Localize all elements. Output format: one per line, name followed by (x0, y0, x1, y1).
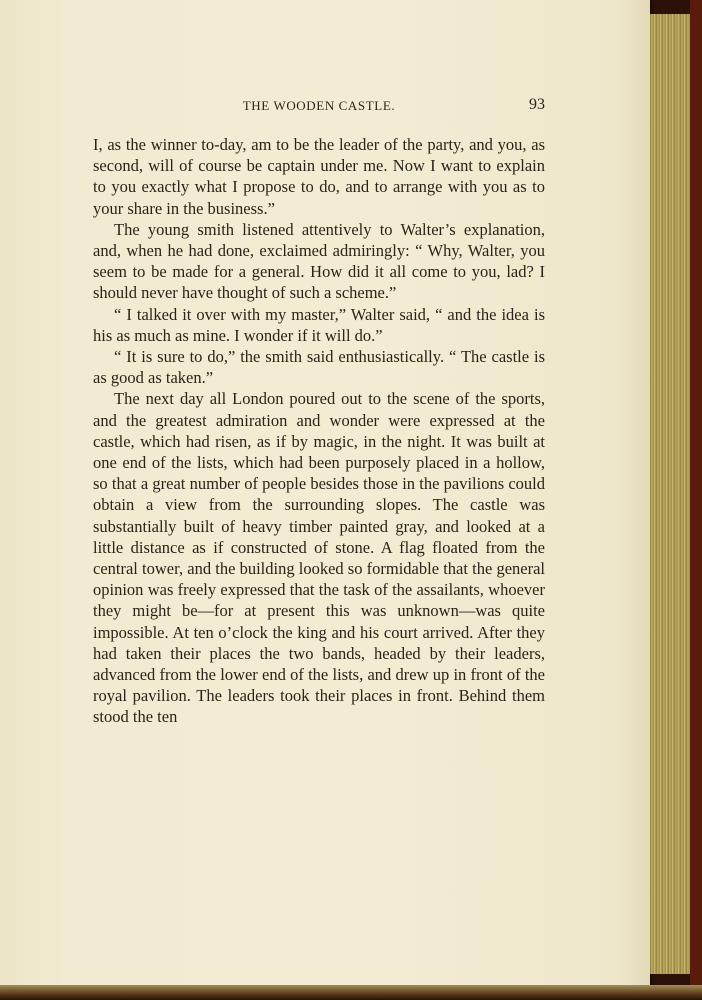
paragraph: “ I talked it over with my master,” Walter said, “ and the idea is his as much as mine. I wonder if it will do.” (93, 304, 545, 345)
book-cover-edge (690, 0, 702, 1000)
page-edges (650, 14, 690, 974)
paragraph: The young smith listened attentively to Walter’s explanation, and, when he had done, exclaimed admiringly: “ Why, Walter, you seem to be made for a general. How did it all come to you, lad? I should never have thought of such a scheme.” (93, 219, 545, 303)
page-bottom-shadow (0, 985, 702, 1000)
page-header (93, 98, 545, 120)
paragraph: “ It is sure to do,” the smith said enthusiastically. “ The castle is as good as taken.” (93, 347, 545, 388)
running-head: THE WOODEN CASTLE. (242, 98, 396, 113)
page-number: 93 (529, 96, 545, 113)
paragraph: The next day all London poured out to the scene of the sports, and the greatest admiration and wonder were expressed at the castle, which had risen, as if by magic, in the night. It was built at one end of the lists, which had been purposely placed in a hollow, so that a great number of people besides those in the pavilions could obtain a view from the surrounding slopes. The castle was substantially built of heavy timber painted gray, and looked at a little distance as if constructed of stone. A flag floated from the central tower, and the building looked so formidable that the general opinion was freely expressed that the task of the assailants, whoever they might be—for at present this was unknown—was quite impossible. At ten o’clock the king and his court arrived. After they had taken their places the two bands, headed by their leaders, advanced from the lower end of the lists, and drew up in front of the royal pavilion. The leaders took their places in front. Behind them stood the ten (93, 389, 545, 727)
paragraph: I, as the winner to-day, am to be the leader of the party, and you, as second, will of course be captain under me. Now I want to explain to you exactly what I propose to do, and to arrange with you as to your share in the business.” (93, 135, 545, 218)
body-text (93, 134, 545, 728)
